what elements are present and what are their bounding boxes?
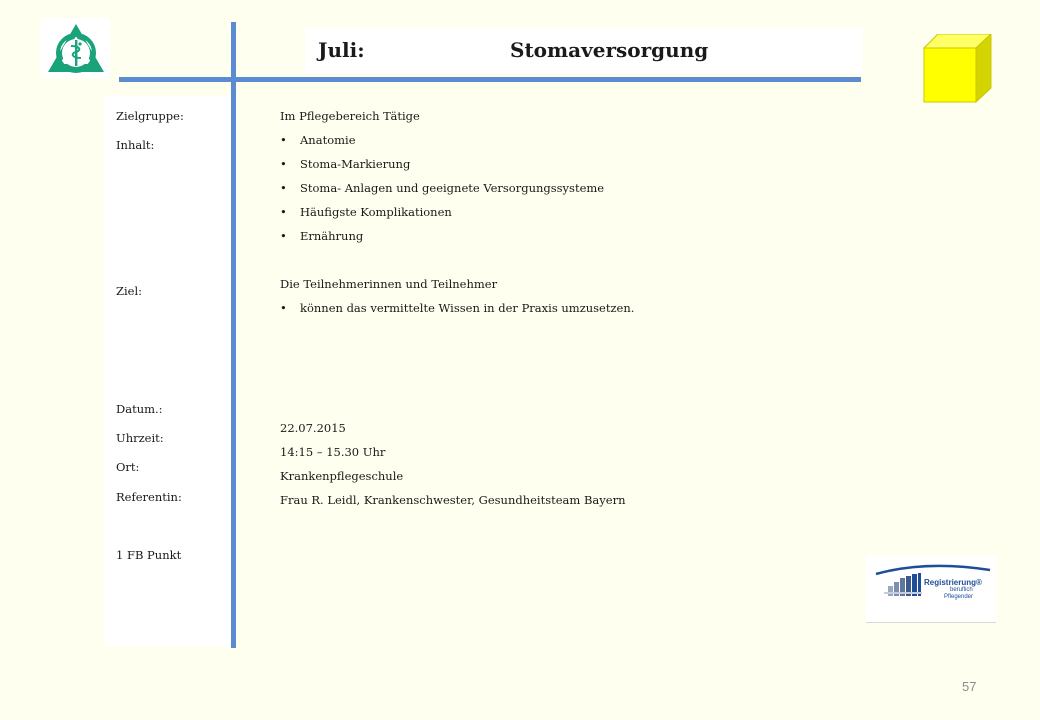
bullet-icon: •	[280, 205, 287, 219]
bullet-icon: •	[280, 181, 287, 195]
zielgruppe-value: Im Pflegebereich Tätige	[280, 109, 420, 123]
inhalt-item: • Stoma- Anlagen und geeignete Versorgungssysteme	[280, 181, 605, 195]
label-zielgruppe: Zielgruppe:	[116, 109, 184, 123]
label-datum: Datum.:	[116, 402, 163, 416]
referentin-value: Frau R. Leidl, Krankenschwester, Gesundheitsteam Bayern	[280, 493, 626, 507]
datum-value: 22.07.2015	[280, 421, 346, 435]
ziel-intro: Die Teilnehmerinnen und Teilnehmer	[280, 277, 498, 291]
uhrzeit-value: 14:15 – 15.30 Uhr	[280, 445, 386, 459]
staff-of-asclepius-logo-icon	[44, 20, 108, 76]
vertical-divider	[231, 22, 236, 648]
bullet-icon: •	[280, 133, 287, 147]
inhalt-item: • Anatomie	[280, 133, 356, 147]
label-inhalt: Inhalt:	[116, 138, 155, 152]
registration-logo-line2: beruflich	[950, 587, 973, 593]
inhalt-item: • Ernährung	[280, 229, 364, 243]
registration-logo-line3: Pflegender	[944, 594, 974, 600]
yellow-cube-icon	[918, 34, 994, 106]
horizontal-divider	[119, 77, 861, 82]
label-column-panel	[104, 96, 232, 646]
page-title-topic: Stomaversorgung	[510, 38, 709, 62]
page-title-month: Juli:	[318, 38, 365, 62]
registration-logo-title: Registrierung®	[924, 578, 982, 587]
label-uhrzeit: Uhrzeit:	[116, 431, 164, 445]
registration-logo-icon	[866, 556, 996, 622]
ort-value: Krankenpflegeschule	[280, 469, 404, 483]
bullet-icon: •	[280, 157, 287, 171]
ziel-item: • können das vermittelte Wissen in der Praxis umzusetzen.	[280, 301, 635, 315]
inhalt-item: • Stoma-Markierung	[280, 157, 411, 171]
bullet-icon: •	[280, 229, 287, 243]
registration-logo	[866, 556, 996, 623]
page-number: 57	[962, 679, 977, 694]
bullet-icon: •	[280, 301, 287, 315]
label-referentin: Referentin:	[116, 490, 182, 504]
label-ort: Ort:	[116, 460, 140, 474]
label-ziel: Ziel:	[116, 284, 143, 298]
label-fb-punkt: 1 FB Punkt	[116, 548, 182, 562]
inhalt-item: • Häufigste Komplikationen	[280, 205, 452, 219]
